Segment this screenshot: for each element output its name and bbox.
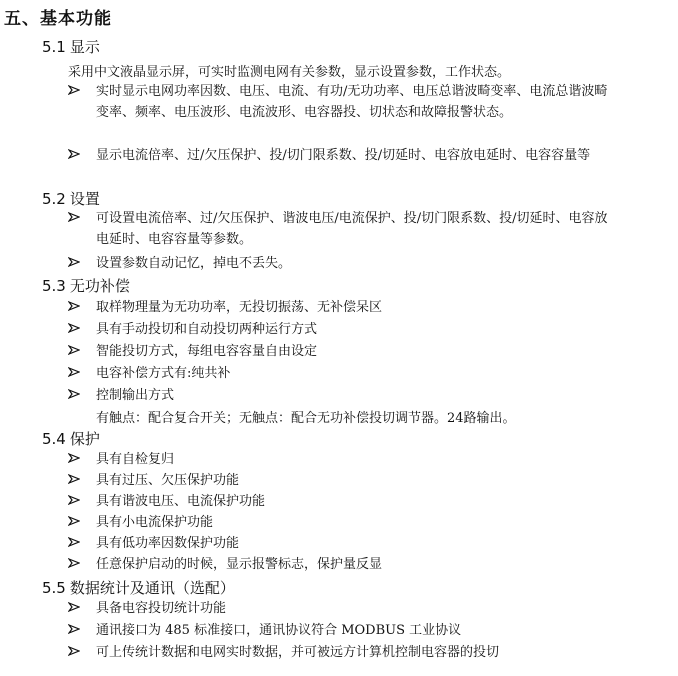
control-output-detail: 有触点：配合复合开关；无触点：配合无功补偿投切调节器。24路输出。 [96,411,516,426]
arrow-bullet-icon [68,84,80,96]
list-item-text: 可设置电流倍率、过/欠压保护、谐波电压/电流保护、投/切门限系数、投/切延时、电容放电延时、电容容量等参数。 [96,211,608,247]
list-item-text: 设置参数自动记忆，掉电不丢失。 [96,256,292,271]
arrow-bullet-icon [68,452,80,464]
list-item [68,319,608,340]
arrow-bullet-icon [68,211,80,223]
list-item [68,491,608,512]
list-item-text: 智能投切方式，每组电容容量自由设定 [96,344,318,359]
list-item-text: 取样物理量为无功功率，无投切振荡、无补偿呆区 [96,300,383,315]
list-item-text: 具有低功率因数保护功能 [96,536,240,551]
arrow-bullet-icon [68,494,80,506]
list-item [68,598,608,619]
heading-title: 无功补偿 [69,277,130,295]
heading-5-1 [42,36,100,57]
list-item-text: 可上传统计数据和电网实时数据，并可被远方计算机控制电容器的投切 [96,645,500,660]
heading-5-5 [42,577,235,598]
list-item [68,253,608,274]
list-item-text: 具有手动投切和自动投切两种运行方式 [96,322,318,337]
heading-number: 5.3 [42,277,66,295]
list-item-text: 电容补偿方式有:纯共补 [96,366,231,381]
heading-number: 5.4 [42,430,66,448]
arrow-bullet-icon [68,473,80,485]
arrow-bullet-icon [68,256,80,268]
arrow-bullet-icon [68,322,80,334]
list-item [68,512,608,533]
list-item-text: 具有小电流保护功能 [96,515,214,530]
heading-number: 5.5 [42,579,66,597]
heading-5-3 [42,275,130,296]
list-item [68,533,608,554]
list-item-text: 具备电容投切统计功能 [96,601,227,616]
list-item-text: 任意保护启动的时候，显示报警标志，保护量反显 [96,557,383,572]
arrow-bullet-icon [68,148,80,160]
arrow-bullet-icon [68,300,80,312]
list-item [68,145,608,166]
list-item [68,470,608,491]
list-item [68,620,608,641]
list-item [68,81,608,123]
list-item [68,385,608,406]
list-item-text: 实时显示电网功率因数、电压、电流、有功/无功功率、电压总谐波畸变率、电流总谐波畸变率、频率、电压波形、电流波形、电容器投、切状态和故障报警状态。 [96,84,608,120]
arrow-bullet-icon [68,623,80,635]
list-item [68,341,608,362]
section-title: 五、基本功能 [4,9,112,29]
arrow-bullet-icon [68,557,80,569]
list-item-text: 具有谐波电压、电流保护功能 [96,494,266,509]
heading-title: 保护 [69,430,100,448]
list-item-text: 控制输出方式 [96,388,175,403]
arrow-bullet-icon [68,515,80,527]
list-item-text: 显示电流倍率、过/欠压保护、投/切门限系数、投/切延时、电容放电延时、电容容量等 [96,148,591,163]
list-item [68,554,608,575]
list-item-text: 具有自检复归 [96,452,175,467]
list-item [68,208,608,250]
arrow-bullet-icon [68,344,80,356]
list-item [68,363,608,384]
list-item [68,642,608,663]
list-item-text: 通讯接口为 485 标准接口，通讯协议符合 MODBUS 工业协议 [96,623,462,638]
list-item [68,449,608,470]
arrow-bullet-icon [68,645,80,657]
list-item-text: 具有过压、欠压保护功能 [96,473,240,488]
intro-5-1: 采用中文液晶显示屏，可实时监测电网有关参数，显示设置参数，工作状态。 [68,65,511,80]
heading-title: 设置 [69,190,100,208]
heading-number: 5.2 [42,190,66,208]
heading-5-2 [42,188,100,209]
heading-title: 数据统计及通讯（选配） [69,579,235,597]
arrow-bullet-icon [68,536,80,548]
arrow-bullet-icon [68,366,80,378]
heading-title: 显示 [69,38,100,56]
heading-number: 5.1 [42,38,66,56]
heading-5-4 [42,428,100,449]
list-item [68,297,608,318]
arrow-bullet-icon [68,388,80,400]
arrow-bullet-icon [68,601,80,613]
